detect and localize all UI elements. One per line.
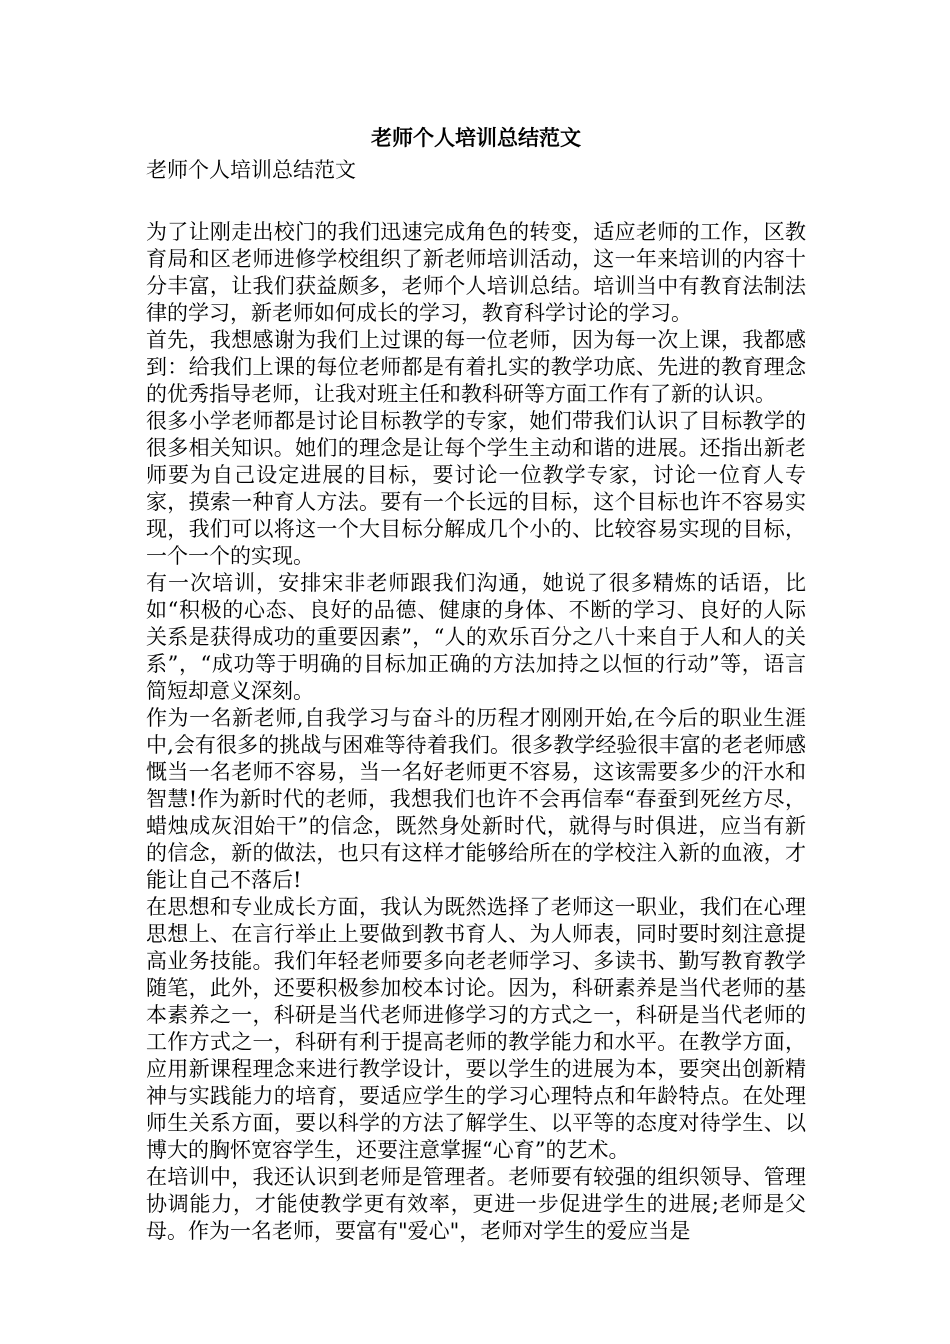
document-subtitle: 老师个人培训总结范文	[146, 158, 356, 182]
paragraph-1: 为了让刚走出校门的我们迅速完成角色的转变，适应老师的工作，区教育局和区老师进修学校组织了新老师培训活动，这一年来培训的内容十分丰富，让我们获益颇多，老师个人培训总结。培训当中有教育法制法律的学习，新老师如何成长的学习，教育科学讨论的学习。	[146, 220, 806, 325]
paragraph-3: 很多小学老师都是讨论目标教学的专家，她们带我们认识了目标教学的很多相关知识。她们的理念是让每个学生主动和谐的进展。还指出新老师要为自己设定进展的目标，要讨论一位教学专家，讨论一位育人专家，摸索一种育人方法。要有一个长远的目标，这个目标也许不容易实现，我们可以将这一个大目标分解成几个小的、比较容易实现的目标，一个一个的实现。	[146, 409, 806, 568]
paragraph-4: 有一次培训，安排宋非老师跟我们沟通，她说了很多精炼的话语，比如“积极的心态、良好的品德、健康的身体、不断的学习、良好的人际关系是获得成功的重要因素”，“人的欢乐百分之八十来自于人和人的关系”，“成功等于明确的目标加正确的方法加持之以恒的行动”等，语言简短却意义深刻。	[146, 571, 806, 703]
document-page	[146, 121, 806, 1245]
paragraph-7: 在培训中，我还认识到老师是管理者。老师要有较强的组织领导、管理协调能力，才能使教学更有效率，更进一步促进学生的进展;老师是父母。作为一名老师，要富有"爱心"，老师对学生的爱应当是	[146, 1165, 806, 1243]
paragraph-5: 作为一名新老师,自我学习与奋斗的历程才刚刚开始,在今后的职业生涯中,会有很多的挑战与困难等待着我们。很多教学经验很丰富的老老师感慨当一名老师不容易，当一名好老师更不容易，这该需要多少的汗水和智慧!作为新时代的老师，我想我们也许不会再信奉“春蚕到死丝方尽，蜡烛成灰泪始干”的信念，既然身处新时代，就得与时俱进，应当有新的信念，新的做法，也只有这样才能够给所在的学校注入新的血液，才能让自己不落后!	[146, 706, 806, 892]
document-title: 老师个人培训总结范文	[371, 125, 581, 150]
paragraph-2: 首先，我想感谢为我们上过课的每一位老师，因为每一次上课，我都感到：给我们上课的每位老师都是有着扎实的教学功底、先进的教育理念的优秀指导老师，让我对班主任和教科研等方面工作有了新的认识。	[146, 328, 806, 406]
paragraph-6: 在思想和专业成长方面，我认为既然选择了老师这一职业，我们在心理思想上、在言行举止上要做到教书育人、为人师表，同时要时刻注意提高业务技能。我们年轻老师要多向老老师学习、多读书、勤写教育教学随笔，此外，还要积极参加校本讨论。因为，科研素养是当代老师的基本素养之一，科研是当代老师进修学习的方式之一，科研是当代老师的工作方式之一，科研有利于提高老师的教学能力和水平。在教学方面，应用新课程理念来进行教学设计，要以学生的进展为本，要突出创新精神与实践能力的培育，要适应学生的学习心理特点和年龄特点。在处理师生关系方面，要以科学的方法了解学生、以平等的态度对待学生、以博大的胸怀宽容学生，还要注意掌握“心育”的艺术。	[146, 895, 806, 1162]
